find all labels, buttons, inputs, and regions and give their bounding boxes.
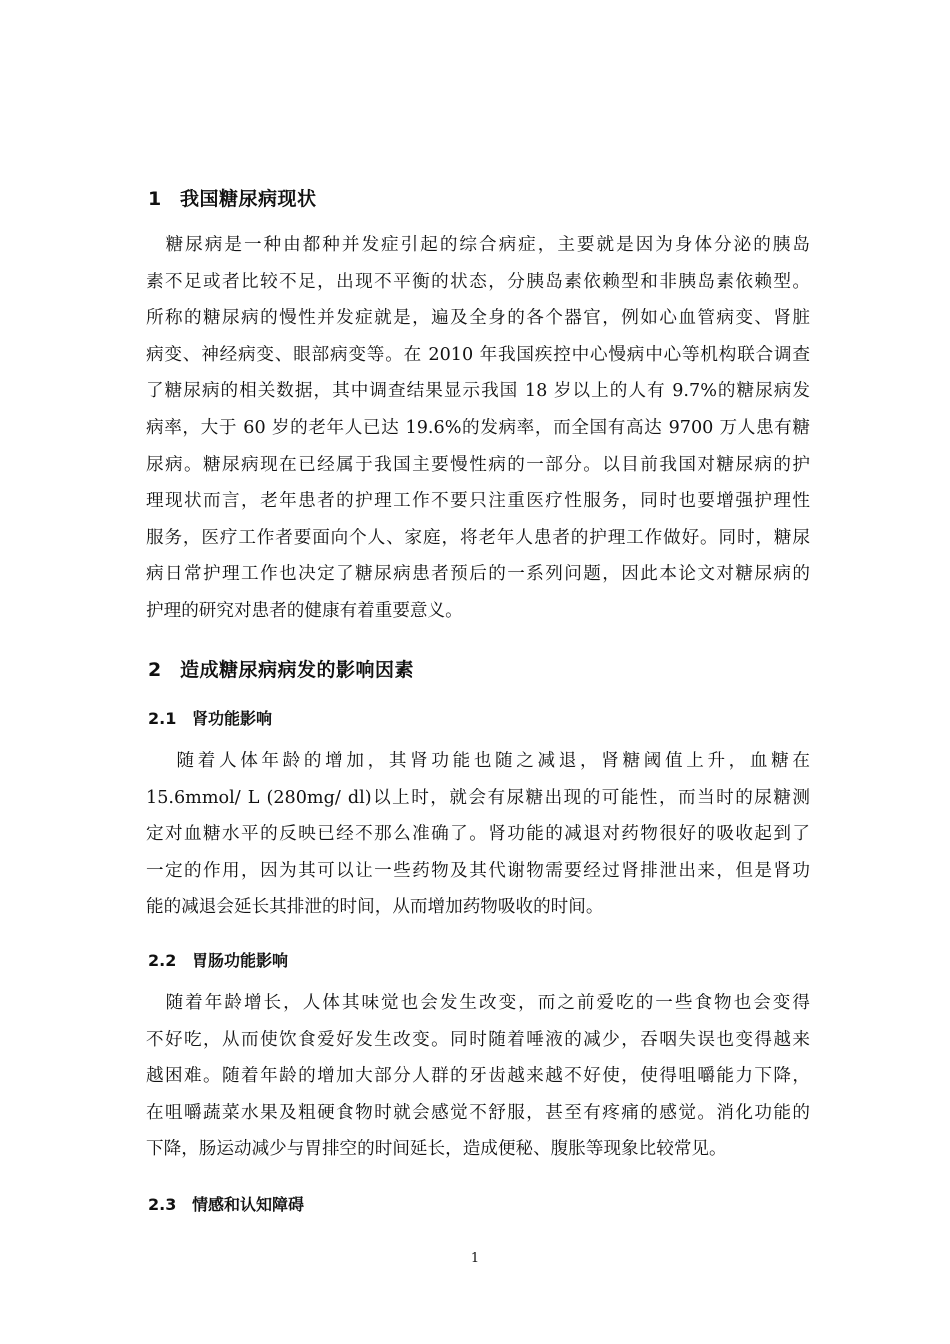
section-2-2-paragraph [146, 985, 810, 1168]
text-line: 一定的作用，因为其可以让一些药物及其代谢物需要经过肾排泄出来，但是肾功 [146, 860, 810, 881]
text-line: 病率，大于 60 岁的老年人已达 19.6%的发病率，而全国有高达 9700 万人患有糖 [146, 417, 810, 438]
text-line: 尿病。糖尿病现在已经属于我国主要慢性病的一部分。以目前我国对糖尿病的护 [146, 454, 810, 475]
section-title: 胃肠功能影响 [192, 951, 289, 970]
section-2-1-paragraph [146, 743, 810, 926]
text-line: 服务，医疗工作者要面向个人、家庭，将老年人患者的护理工作做好。同时，糖尿 [146, 527, 810, 548]
section-1-heading [148, 184, 317, 211]
section-number: 2.3 [148, 1195, 177, 1214]
section-2-1-heading [148, 706, 272, 729]
section-title: 我国糖尿病现状 [180, 188, 317, 210]
section-number: 2.2 [148, 951, 177, 970]
section-number: 1 [148, 188, 162, 210]
text-line: 糖尿病是一种由都种并发症引起的综合病症，主要就是因为身体分泌的胰岛 [146, 235, 810, 255]
text-line: 越困难。随着年龄的增加大部分人群的牙齿越来越不好使，使得咀嚼能力下降， [146, 1066, 810, 1087]
text-line: 能的减退会延长其排泄的时间，从而增加药物吸收的时间。 [146, 897, 604, 918]
text-line: 了糖尿病的相关数据，其中调查结果显示我国 18 岁以上的人有 9.7%的糖尿病发 [146, 381, 810, 402]
text-line: 病变、神经病变、眼部病变等。在 2010 年我国疾控中心慢病中心等机构联合调查 [146, 344, 810, 365]
page-number: 1 [470, 1251, 480, 1266]
text-line: 理现状而言，老年患者的护理工作不要只注重医疗性服务，同时也要增强护理性 [146, 491, 810, 512]
text-line: 在咀嚼蔬菜水果及粗硬食物时就会感觉不舒服，甚至有疼痛的感觉。消化功能的 [146, 1102, 810, 1123]
text-line: 随着人体年龄的增加，其肾功能也随之减退，肾糖阈值上升，血糖在 [146, 751, 810, 771]
text-line: 病日常护理工作也决定了糖尿病患者预后的一系列问题，因此本论文对糖尿病的 [146, 564, 810, 585]
section-title: 造成糖尿病病发的影响因素 [180, 659, 415, 681]
section-title: 肾功能影响 [192, 709, 273, 728]
text-line: 不好吃，从而使饮食爱好发生改变。同时随着唾液的减少，吞咽失误也变得越来 [146, 1029, 810, 1050]
text-line: 素不足或者比较不足，出现不平衡的状态，分胰岛素依赖型和非胰岛素依赖型。 [146, 271, 810, 292]
section-number: 2.1 [148, 709, 177, 728]
section-2-3-heading [148, 1192, 304, 1215]
section-number: 2 [148, 659, 162, 681]
section-1-paragraph [146, 227, 810, 630]
text-line: 15.6mmol/ L (280mg/ dl)以上时，就会有尿糖出现的可能性，而当时的尿糖测 [146, 787, 810, 808]
text-line: 所称的糖尿病的慢性并发症就是，遍及全身的各个器官，例如心血管病变、肾脏 [146, 308, 810, 329]
text-line: 定对血糖水平的反映已经不那么准确了。肾功能的减退对药物很好的吸收起到了 [146, 824, 810, 845]
text-line: 下降，肠运动减少与胃排空的时间延长，造成便秘、腹胀等现象比较常见。 [146, 1139, 727, 1160]
section-2-heading [148, 655, 414, 682]
section-2-2-heading [148, 948, 288, 971]
text-line: 护理的研究对患者的健康有着重要意义。 [146, 600, 463, 621]
section-title: 情感和认知障碍 [192, 1195, 305, 1214]
text-line: 随着年龄增长，人体其味觉也会发生改变，而之前爱吃的一些食物也会变得 [146, 993, 810, 1013]
